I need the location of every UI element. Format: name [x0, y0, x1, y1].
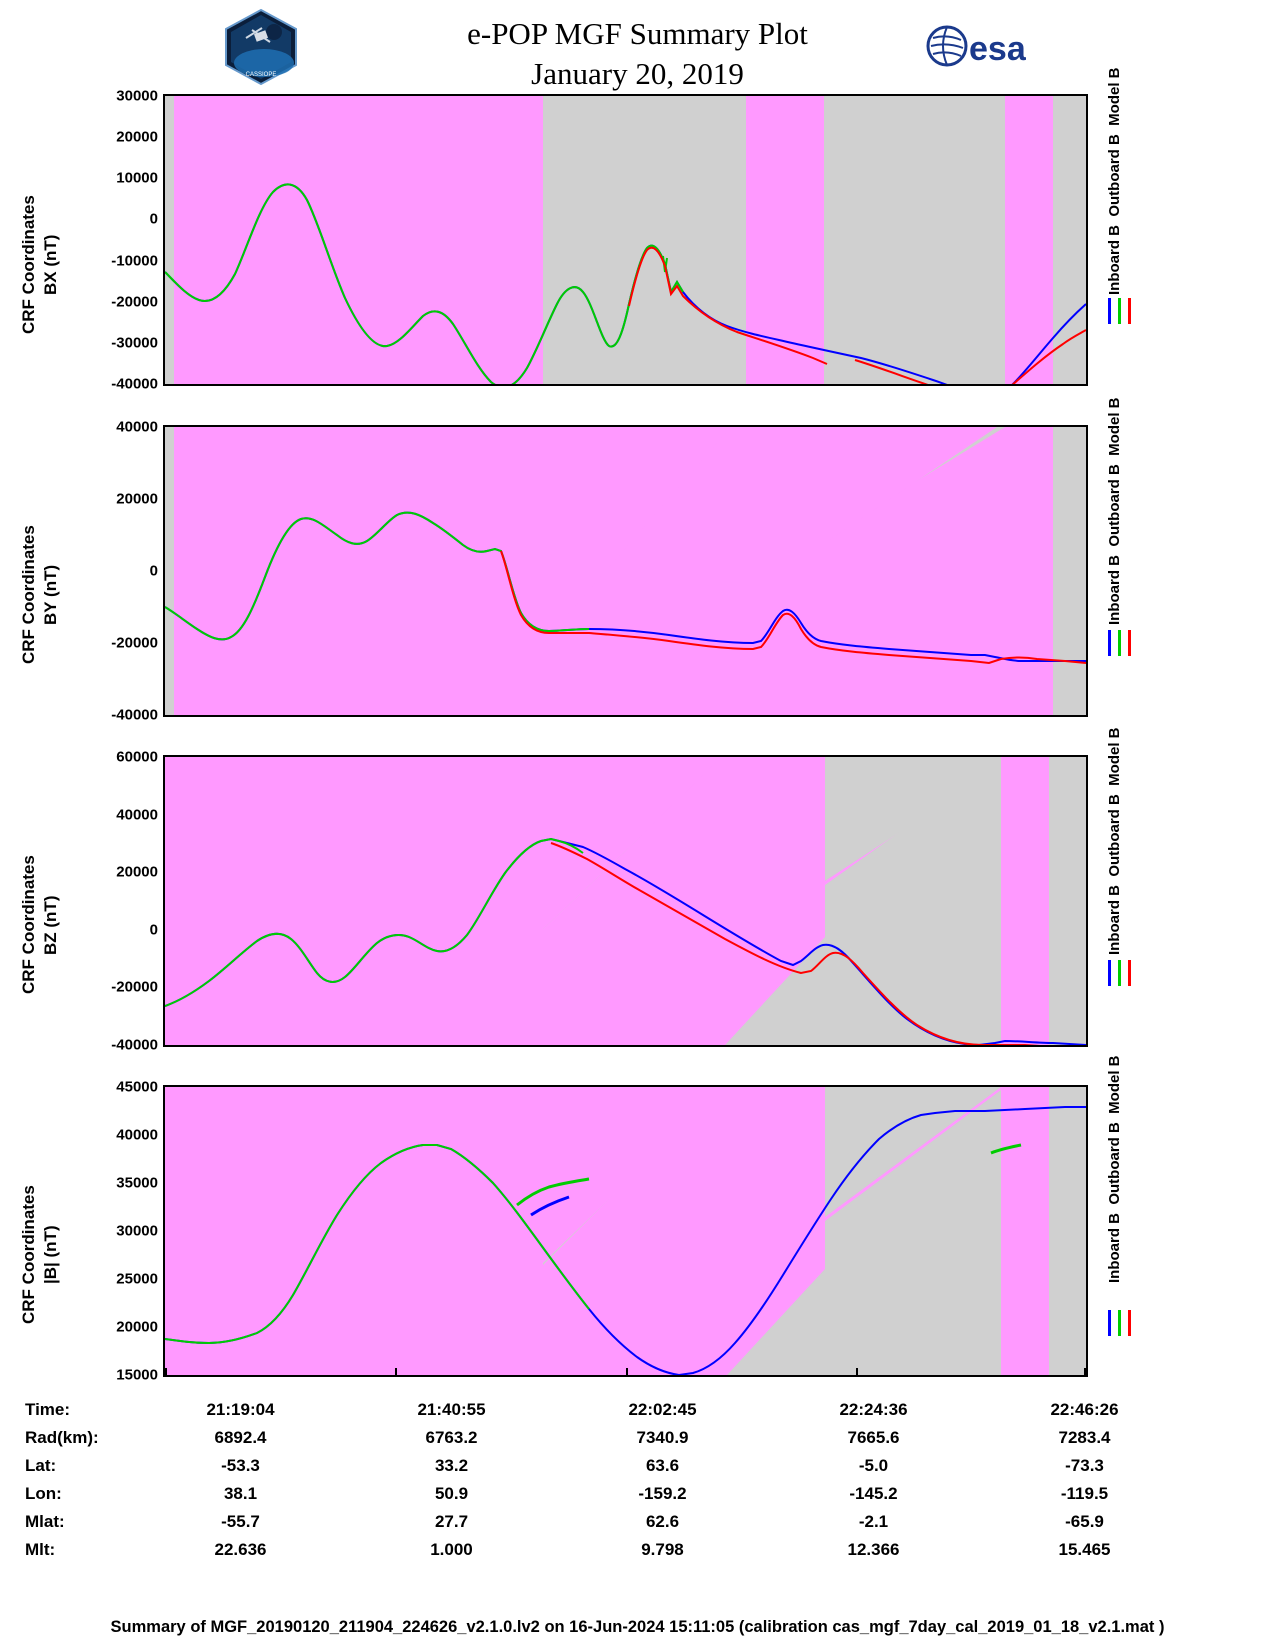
ytick-label: 40000	[116, 418, 158, 436]
table-row	[25, 1480, 1190, 1508]
table-row-label: Rad(km):	[25, 1428, 99, 1447]
panel-bmag-plot	[165, 1087, 1086, 1375]
panel-by-plot	[165, 427, 1086, 715]
ytick-label: -20000	[111, 293, 158, 311]
title-line-2: January 20, 2019	[531, 56, 744, 91]
ytick-label: -40000	[111, 1036, 158, 1054]
table-cell: 38.1	[223, 1484, 258, 1503]
xtick-mark	[626, 1368, 628, 1377]
ytick-label: -40000	[111, 375, 158, 393]
panel-bmag	[163, 1085, 1088, 1377]
ytick-label: -10000	[111, 252, 158, 270]
table-cell: 9.798	[641, 1540, 684, 1559]
ytick-label: 40000	[116, 1126, 158, 1144]
panel-by	[163, 425, 1088, 717]
panel-bz-legend-labels: Inboard B Outboard B Model B	[1106, 727, 1123, 955]
ytick-label: 35000	[116, 1174, 158, 1192]
xtick-mark	[165, 1368, 167, 1377]
ytick-label: 0	[149, 210, 158, 228]
xtick-mark	[856, 1368, 858, 1377]
table-cell: 7340.9	[636, 1428, 689, 1447]
table-cell: -53.3	[221, 1456, 260, 1475]
cassiope-mission-patch-icon	[222, 8, 300, 86]
panel-bz	[163, 755, 1088, 1047]
ytick-label: -20000	[111, 634, 158, 652]
table-cell: -159.2	[638, 1484, 687, 1503]
table-cell: 33.2	[434, 1456, 469, 1475]
ytick-label: 40000	[116, 806, 158, 824]
table-row	[25, 1452, 1190, 1480]
table-cell: 63.6	[645, 1456, 680, 1475]
panel-by-legend-keys	[1108, 630, 1131, 656]
panel-bx-ylabel: CRF Coordinates BX (nT)	[19, 195, 60, 335]
panel-bz-ylabel: CRF Coordinates BZ (nT)	[19, 855, 60, 995]
ytick-label: 25000	[116, 1270, 158, 1288]
table-row	[25, 1424, 1190, 1452]
table-cell: 15.465	[1058, 1540, 1111, 1559]
panel-bx-legend-labels: Inboard B Outboard B Model B	[1106, 67, 1123, 295]
table-cell: 1.000	[430, 1540, 473, 1559]
panel-by-ylabel: CRF Coordinates BY (nT)	[19, 525, 60, 665]
table-row	[25, 1508, 1190, 1536]
panel-bx-plot	[165, 96, 1086, 384]
page-title	[0, 14, 1275, 94]
ytick-label: 15000	[116, 1366, 158, 1384]
ytick-label: 0	[149, 562, 158, 580]
panel-bmag-ylabel: CRF Coordinates |B| (nT)	[19, 1185, 60, 1325]
table-cell: 22:46:26	[1050, 1400, 1119, 1419]
ytick-label: 45000	[116, 1078, 158, 1096]
table-row	[25, 1536, 1190, 1564]
table-row-label: Time:	[25, 1400, 71, 1419]
table-cell: -5.0	[858, 1456, 889, 1475]
table-cell: 6892.4	[214, 1428, 267, 1447]
table-cell: 7665.6	[847, 1428, 900, 1447]
table-row-label: Lon:	[25, 1484, 62, 1503]
table-row-label: Lat:	[25, 1456, 57, 1475]
svg-text:esa: esa	[969, 30, 1026, 68]
table-cell: 6763.2	[425, 1428, 478, 1447]
panel-bz-plot	[165, 757, 1086, 1045]
table-cell: 62.6	[645, 1512, 680, 1531]
ytick-label: 20000	[116, 1318, 158, 1336]
table-cell: 21:40:55	[417, 1400, 486, 1419]
table-cell: 50.9	[434, 1484, 469, 1503]
footer-caption: Summary of MGF_20190120_211904_224626_v2.1.0.lv2 on 16-Jun-2024 15:11:05 (calibration cas_mgf_7day_cal_2019_01_18_v2.1.mat )	[110, 1618, 1165, 1636]
table-row	[25, 1396, 1190, 1424]
panel-bmag-legend-labels: Inboard B Outboard B Model B	[1106, 1055, 1123, 1283]
table-cell: -2.1	[858, 1512, 889, 1531]
table-cell: 22.636	[214, 1540, 267, 1559]
ytick-label: -30000	[111, 334, 158, 352]
esa-logo	[925, 22, 1045, 70]
panel-bx	[163, 94, 1088, 386]
panel-bz-legend-keys	[1108, 960, 1131, 986]
svg-text:CASSIOPE: CASSIOPE	[245, 72, 277, 78]
title-line-1: e-POP MGF Summary Plot	[467, 16, 808, 51]
ytick-label: -20000	[111, 978, 158, 996]
ytick-label: -40000	[111, 706, 158, 724]
ytick-label: 20000	[116, 863, 158, 881]
ephemeris-table	[0, 1396, 1275, 1564]
ytick-label: 20000	[116, 490, 158, 508]
table-row-label: Mlt:	[25, 1540, 56, 1559]
table-cell: -119.5	[1060, 1484, 1109, 1503]
panel-bx-legend-keys	[1108, 298, 1131, 324]
xtick-mark	[395, 1368, 397, 1377]
table-cell: -73.3	[1065, 1456, 1104, 1475]
table-cell: -145.2	[849, 1484, 898, 1503]
ytick-label: 30000	[116, 1222, 158, 1240]
table-row-label: Mlat:	[25, 1512, 65, 1531]
ytick-label: 20000	[116, 128, 158, 146]
table-cell: -55.7	[221, 1512, 260, 1531]
table-cell: 27.7	[434, 1512, 469, 1531]
ytick-label: 0	[149, 921, 158, 939]
table-cell: 21:19:04	[206, 1400, 275, 1419]
ytick-label: 30000	[116, 87, 158, 105]
table-cell: 22:24:36	[839, 1400, 908, 1419]
table-cell: 22:02:45	[628, 1400, 697, 1419]
table-cell: 7283.4	[1058, 1428, 1111, 1447]
ytick-label: 60000	[116, 748, 158, 766]
xtick-mark	[1084, 1368, 1086, 1377]
table-cell: 12.366	[847, 1540, 900, 1559]
panel-bmag-legend-keys	[1108, 1310, 1131, 1336]
panel-by-legend-labels: Inboard B Outboard B Model B	[1106, 397, 1123, 625]
table-cell: -65.9	[1065, 1512, 1104, 1531]
ytick-label: 10000	[116, 169, 158, 187]
